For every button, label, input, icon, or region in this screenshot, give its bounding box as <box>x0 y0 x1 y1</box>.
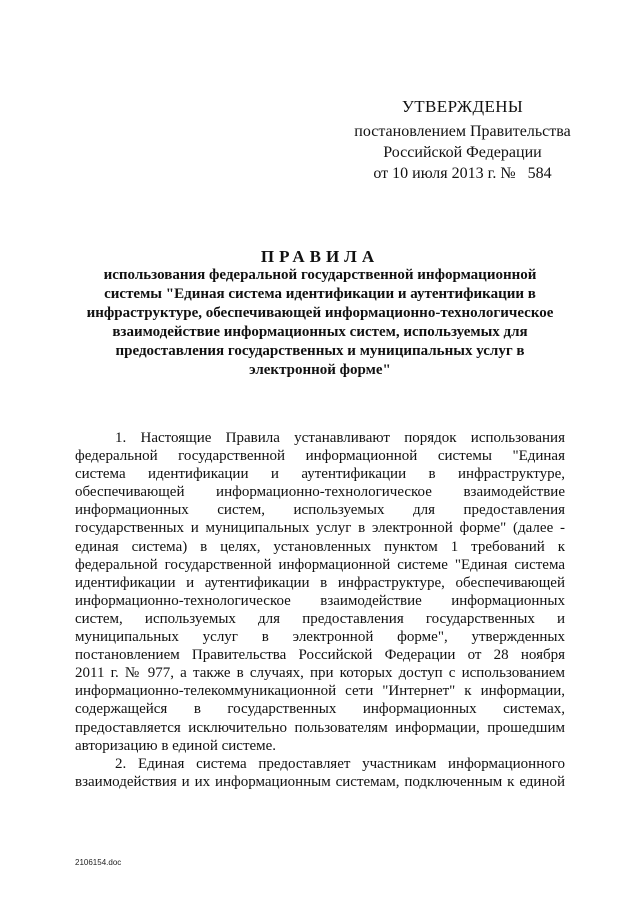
approval-line-3: от 10 июля 2013 г. № 584 <box>373 165 552 182</box>
approval-line-2: Российской Федерации <box>383 144 542 161</box>
subtitle-line: использования федеральной государственной информационной <box>103 267 537 283</box>
approval-block <box>340 96 585 184</box>
body-line: 2. Единая система предоставляет участникам информационного <box>115 755 565 772</box>
body-line: информационно-телекоммуникационной сети "Интернет" к информации, <box>75 683 565 700</box>
body-line: идентификации и аутентификации в инфраструктуре, обеспечивающей <box>75 574 565 591</box>
approval-title: УТВЕРЖДЕНЫ <box>401 97 524 116</box>
body-line: государственных и муниципальных услуг в электронной форме" (далее - <box>75 520 565 537</box>
document-filename: 2106154.doc <box>75 858 122 867</box>
body-line: система идентификации и аутентификации в инфраструктуре, <box>75 466 565 483</box>
body-line: 2011 г. № 977, а также в случаях, при которых доступ с использованием <box>75 665 565 682</box>
body-line: информационных систем, используемых для предоставления <box>75 502 565 519</box>
subtitle-line: предоставления государственных и муниципальных услуг в <box>115 343 525 359</box>
body-line: постановлением Правительства Российской Федерации от 28 ноября <box>75 647 565 664</box>
approval-line-1: постановлением Правительства <box>354 123 571 140</box>
rules-subtitle <box>70 266 570 380</box>
subtitle-line: электронной форме" <box>249 362 391 378</box>
body-text <box>75 429 565 791</box>
body-line: авторизацию в единой системе. <box>75 737 277 754</box>
subtitle-line: взаимодействие информационных систем, используемых для <box>112 324 528 340</box>
body-line: содержащейся в государственных информационных системах, <box>75 701 565 718</box>
body-line: обеспечивающей информационно-технологическое взаимодействие <box>75 484 565 501</box>
body-line: взаимодействия и их информационным системам, подключенным к единой <box>75 773 565 790</box>
subtitle-line: инфраструктуре, обеспечивающей информационно-технологическое <box>86 305 554 321</box>
subtitle-line: системы "Единая система идентификации и аутентификации в <box>104 286 536 302</box>
body-line: информационно-технологическое взаимодействие информационных <box>75 592 565 609</box>
body-line: муниципальных услуг в электронной форме", утвержденных <box>75 629 565 646</box>
body-line: 1. Настоящие Правила устанавливают порядок использования <box>115 430 565 446</box>
body-line: федеральной государственной информационной системе "Единая система <box>75 556 565 573</box>
body-line: федеральной государственной информационной системы "Единая <box>75 448 565 465</box>
body-line: предоставляется исключительно пользователям информации, прошедшим <box>75 719 565 736</box>
body-line: единая система) в целях, установленных пунктом 1 требований к <box>75 538 565 555</box>
rules-heading: ПРАВИЛА <box>260 247 380 266</box>
body-line: систем, используемых для предоставления государственных и <box>75 610 565 627</box>
